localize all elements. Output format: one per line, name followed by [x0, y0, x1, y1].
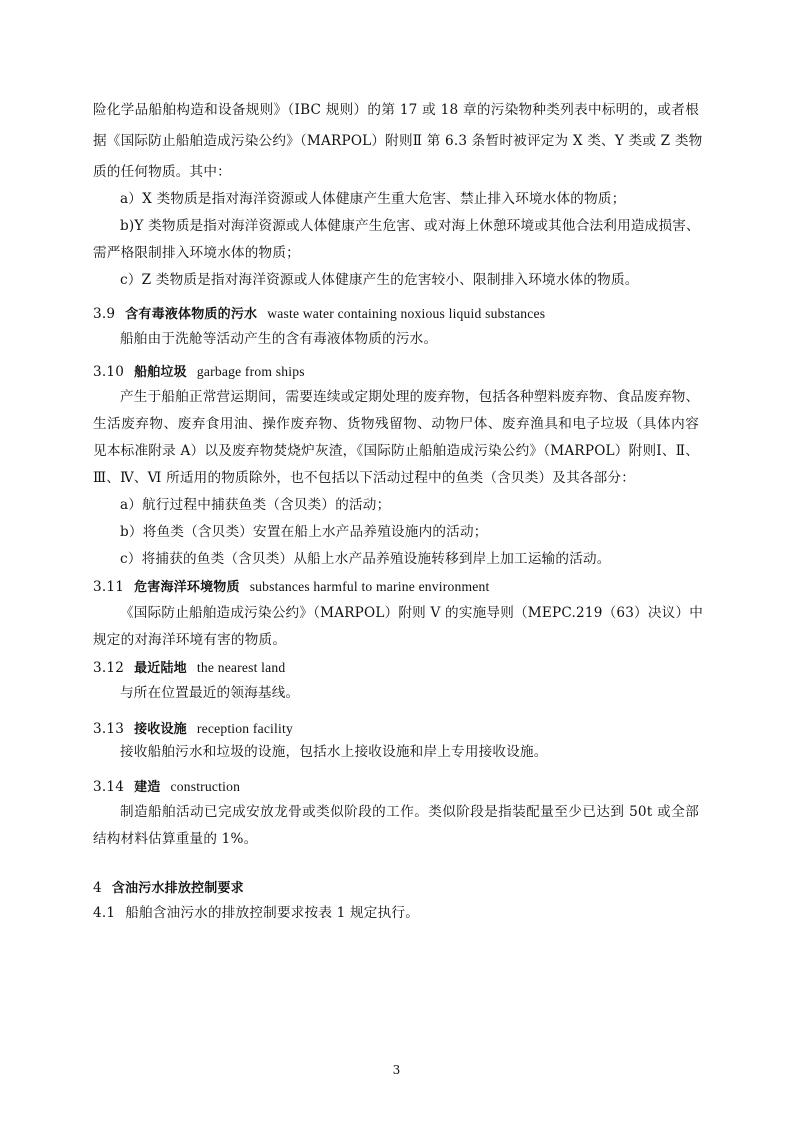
section-number: 4.1 [93, 905, 116, 921]
section-3-10-body-1: 产生于船舶正常营运期间，需要连续或定期处理的废弃物，包括各种塑料废弃物、食品废弃物、 [120, 389, 700, 405]
section-3-14-body-1: 制造船舶活动已完成安放龙骨或类似阶段的工作。类似阶段是指装配量至少已达到 50t 或全部 [120, 804, 699, 820]
section-3-11-body-1: 《国际防止船舶造成污染公约》（MARPOL）附则 Ⅴ 的实施导则（MEPC.219（63）决议）中 [120, 605, 704, 621]
section-term: 含有毒液体物质的污水 [125, 307, 258, 322]
chapter-4-heading [93, 878, 244, 899]
section-3-9-body: 船舶由于洗舱等活动产生的含有毒液体物质的污水。 [120, 331, 438, 347]
section-number: 3.13 [93, 721, 125, 737]
intro-line-2: 据《国际防止船舶造成污染公约》（MARPOL）附则Ⅱ 第 6.3 条暂时被评定为 X 类、Y 类或 Z 类物 [93, 133, 703, 149]
section-3-12-heading [93, 658, 285, 679]
section-3-10-body-4: Ⅲ、Ⅳ、Ⅵ 所适用的物质除外，也不包括以下活动过程中的鱼类（含贝类）及其各部分： [93, 470, 636, 486]
section-term: 船舶垃圾 [134, 365, 187, 380]
intro-item-c: c）Z 类物质是指对海洋资源或人体健康产生的危害较小、限制排入环境水体的物质。 [120, 272, 639, 288]
section-number: 3.12 [93, 660, 125, 676]
page-number: 3 [392, 1063, 401, 1077]
section-3-10-item-b: b）将鱼类（含贝类）安置在船上水产品养殖设施内的活动； [120, 524, 488, 540]
section-3-14-body-2: 结构材料估算重量的 1%。 [93, 831, 258, 847]
section-term: 接收设施 [134, 722, 187, 737]
section-3-10-body-3: 见本标准附录 A）以及废弃物焚烧炉灰渣，《国际防止船舶造成污染公约》（MARPOL）附则Ⅰ、Ⅱ、 [93, 443, 699, 459]
intro-item-b-cont: 需严格限制排入环境水体的物质； [93, 245, 300, 261]
section-term: 危害海洋环境物质 [134, 580, 240, 595]
intro-item-a: a）X 类物质是指对海洋资源或人体健康产生重大危害、禁止排入环境水体的物质； [120, 191, 626, 207]
section-3-12-body: 与所在位置最近的领海基线。 [120, 685, 300, 701]
section-3-10-heading [93, 362, 305, 383]
chapter-number: 4 [93, 880, 102, 896]
intro-line-3: 质的任何物质。其中： [93, 164, 231, 180]
section-4-1-text: 船舶含油污水的排放控制要求按表 1 规定执行。 [125, 905, 419, 921]
section-3-14-heading [93, 777, 240, 798]
section-number: 3.9 [93, 306, 116, 322]
section-3-11-body-2: 规定的对海洋环境有害的物质。 [93, 632, 287, 648]
section-term-en: construction [170, 779, 241, 794]
intro-line-1: 险化学品船舶构造和设备规则》（IBC 规则）的第 17 或 18 章的污染物种类列表中标明的，或者根 [93, 102, 699, 118]
section-3-10-item-c: c）将捕获的鱼类（含贝类）从船上水产品养殖设施转移到岸上加工运输的活动。 [120, 551, 611, 567]
intro-item-b: b)Y 类物质是指对海洋资源或人体健康产生危害、或对海上休憩环境或其他合法利用造成损害、 [120, 218, 700, 234]
section-3-10-body-2: 生活废弃物、废弃食用油、操作废弃物、货物残留物、动物尸体、废弃渔具和电子垃圾（具体内容 [93, 416, 699, 432]
section-4-1 [93, 903, 419, 923]
section-number: 3.11 [93, 579, 125, 595]
section-3-13-body: 接收船舶污水和垃圾的设施，包括水上接收设施和岸上专用接收设施。 [120, 744, 548, 760]
section-term-en: waste water containing noxious liquid substances [267, 306, 546, 321]
section-term-en: substances harmful to marine environment [249, 579, 490, 594]
section-term: 最近陆地 [134, 661, 187, 676]
section-3-10-item-a: a）航行过程中捕获鱼类（含贝类）的活动； [120, 497, 391, 513]
section-number: 3.14 [93, 779, 125, 795]
section-term-en: the nearest land [196, 660, 286, 675]
section-term-en: reception facility [196, 721, 293, 736]
section-3-11-heading [93, 577, 489, 598]
section-number: 3.10 [93, 364, 125, 380]
section-term: 建造 [134, 780, 161, 795]
chapter-title: 含油污水排放控制要求 [111, 881, 244, 896]
section-3-9-heading [93, 304, 545, 325]
section-term-en: garbage from ships [196, 364, 305, 379]
section-3-13-heading [93, 719, 293, 740]
